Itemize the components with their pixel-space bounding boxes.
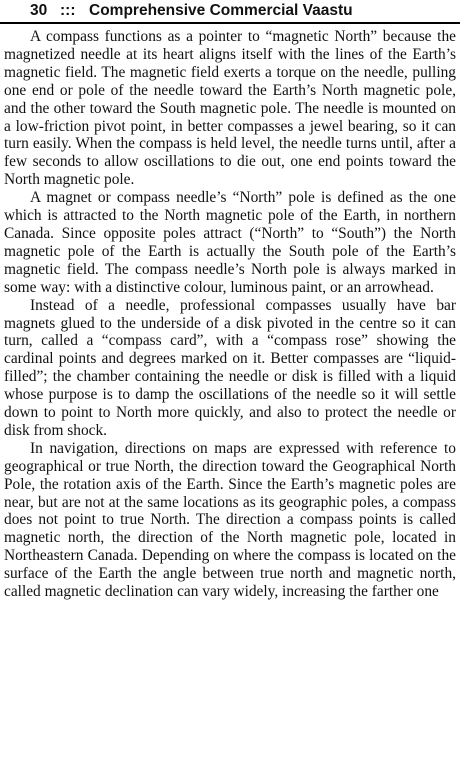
header-separator: ::: (60, 2, 76, 19)
paragraph: In navigation, directions on maps are expressed with reference to geographical or true North, the direction toward the Geographical North Pole, the rotation axis of the Earth. Since the Earth’s magnetic poles are near, but are not at the same locations as its geographic poles, a compass does not point to true North. The direction a compass points is called magnetic north, the direction of the North magnetic pole, located in Northeastern Canada. Depending on where the compass is located on the surface of the Earth the angle between true north and magnetic north, called magnetic declination can vary widely, increasing the farther one (4, 439, 456, 601)
book-title: Comprehensive Commercial Vaastu (89, 2, 353, 19)
paragraph: Instead of a needle, professional compasses usually have bar magnets glued to the underside of a disk pivoted in the centre so it can turn, called a “compass card”, with a “compass rose” showing the cardinal points and degrees marked on it. Better compasses are “liquid-filled”; the chamber containing the needle or disk is filled with a liquid whose purpose is to damp the oscillations of the needle so it will settle down to point to North more quickly, and also to protect the needle or disk from shock. (4, 296, 456, 439)
body-text (4, 28, 456, 601)
paragraph: A magnet or compass needle’s “North” pole is defined as the one which is attracted to the North magnetic pole of the Earth, in northern Canada. Since opposite poles attract (“North” to “South”) the North magnetic pole of the Earth is actually the South pole of the Earth’s magnetic field. The compass needle’s North pole is always marked in some way: with a distinctive colour, luminous paint, or an arrowhead. (4, 189, 456, 296)
page-number: 30 (30, 2, 48, 19)
paragraph: A compass functions as a pointer to “magnetic North” because the magnetized needle at its heart aligns itself with the lines of the Earth’s magnetic field. The magnetic field exerts a torque on the needle, pulling one end or pole of the needle toward the Earth’s North magnetic pole, and the other toward the South magnetic pole. The needle is mounted on a low-friction pivot point, in better compasses a jewel bearing, so it can turn easily. When the compass is held level, the needle turns until, after a few seconds to allow oscillations to die out, one end points toward the North magnetic pole. (4, 28, 456, 189)
running-header (0, 0, 460, 24)
header-rule (0, 22, 460, 24)
